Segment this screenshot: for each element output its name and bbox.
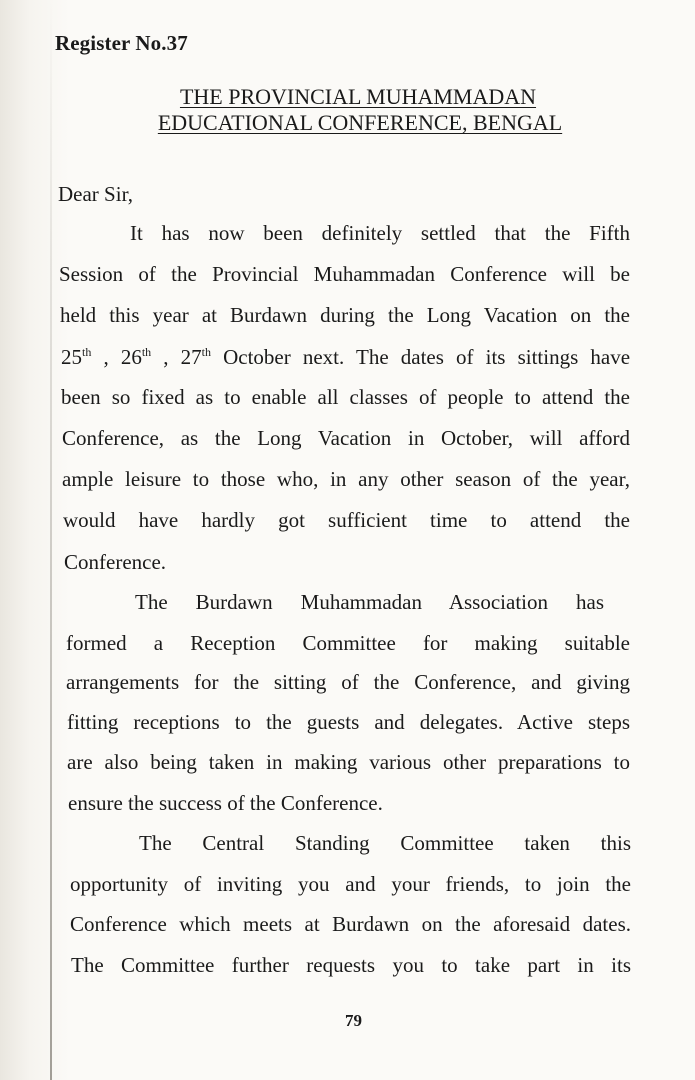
body-line: Conference which meets at Burdawn on the aforesaid dates. [70, 912, 631, 936]
body-line: The Central Standing Committee taken this [139, 831, 631, 855]
body-line: would have hardly got sufficient time to attend the [63, 508, 630, 532]
body-line: held this year at Burdawn during the Long Vacation on the [60, 303, 630, 327]
body-line-dates: 25th , 26th , 27th October next. The dates of its sittings have [61, 345, 631, 369]
heading-line-2: EDUCATIONAL CONFERENCE, BENGAL [157, 110, 563, 135]
body-line: The Committee further requests you to take part in its [71, 953, 631, 977]
body-line: opportunity of inviting you and your friends, to join the [70, 872, 631, 896]
heading-line-1: THE PROVINCIAL MUHAMMADAN [179, 84, 537, 109]
body-line: Conference, as the Long Vacation in October, will afford [62, 426, 630, 450]
body-line: The Burdawn Muhammadan Association has [135, 590, 604, 614]
page-number: 79 [345, 1011, 362, 1030]
body-line: Session of the Provincial Muhammadan Conference will be [59, 262, 630, 286]
salutation: Dear Sir, [58, 182, 133, 206]
date-day: 27 [180, 345, 202, 369]
page-spine-shadow [50, 0, 52, 1080]
ordinal-suffix: th [201, 345, 211, 359]
body-line: It has now been definitely settled that the Fifth [130, 221, 630, 245]
body-line: ample leisure to those who, in any other season of the year, [62, 467, 630, 491]
ordinal-suffix: th [82, 345, 92, 359]
register-number: Register No.37 [55, 31, 188, 55]
body-line: Conference. [64, 550, 167, 574]
date-day: 25 [61, 345, 82, 369]
body-line: arrangements for the sitting of the Conference, and giving [66, 670, 630, 694]
body-line: are also being taken in making various other preparations to [67, 750, 630, 774]
body-line: ensure the success of the Conference. [68, 791, 383, 815]
body-line: fitting receptions to the guests and delegates. Active steps [67, 710, 630, 734]
dates-line-rest: October next. The dates of its sittings have [211, 345, 631, 369]
body-line: been so fixed as to enable all classes of people to attend the [61, 385, 630, 409]
ordinal-suffix: th [141, 345, 152, 359]
body-line: formed a Reception Committee for making suitable [66, 631, 630, 655]
date-day: 26 [120, 345, 142, 369]
